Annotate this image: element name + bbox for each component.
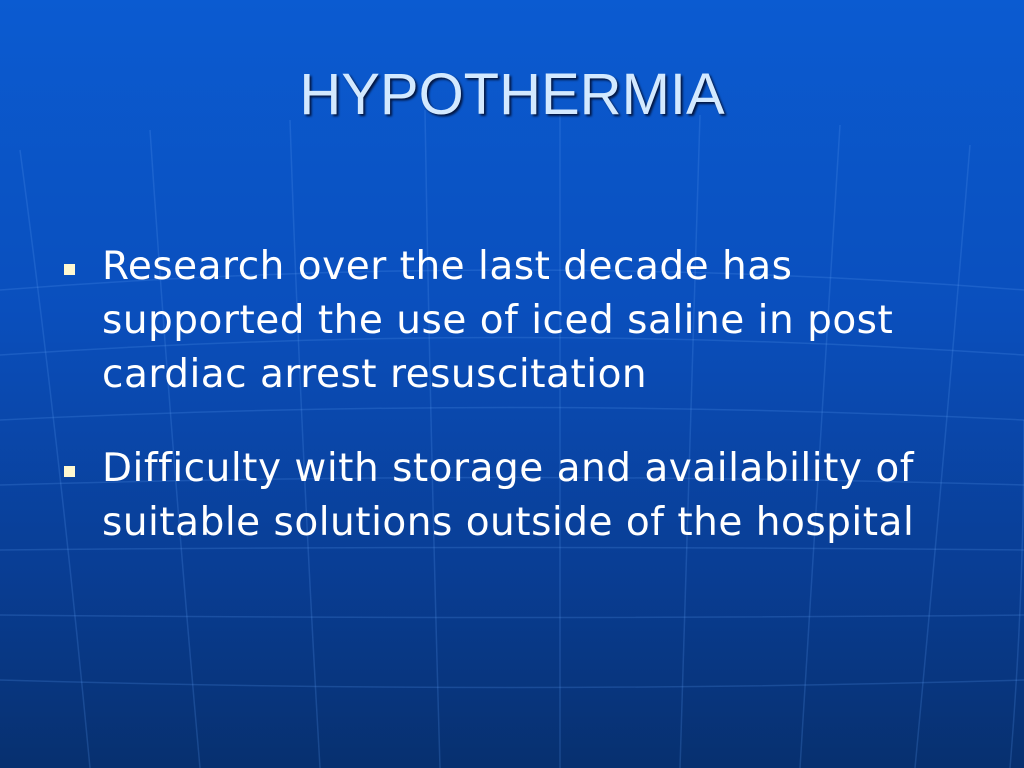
bullet-list <box>60 240 980 590</box>
square-bullet-icon <box>64 264 75 275</box>
bullet-text: Research over the last decade has supported the use of iced saline in post cardiac arrest resuscitation <box>102 244 894 397</box>
bullet-text: Difficulty with storage and availability of suitable solutions outside of the hospital <box>102 446 915 545</box>
square-bullet-icon <box>64 466 75 477</box>
slide-title: HYPOTHERMIA <box>299 62 725 127</box>
bullet-item <box>60 240 980 402</box>
bullet-item <box>60 442 980 550</box>
